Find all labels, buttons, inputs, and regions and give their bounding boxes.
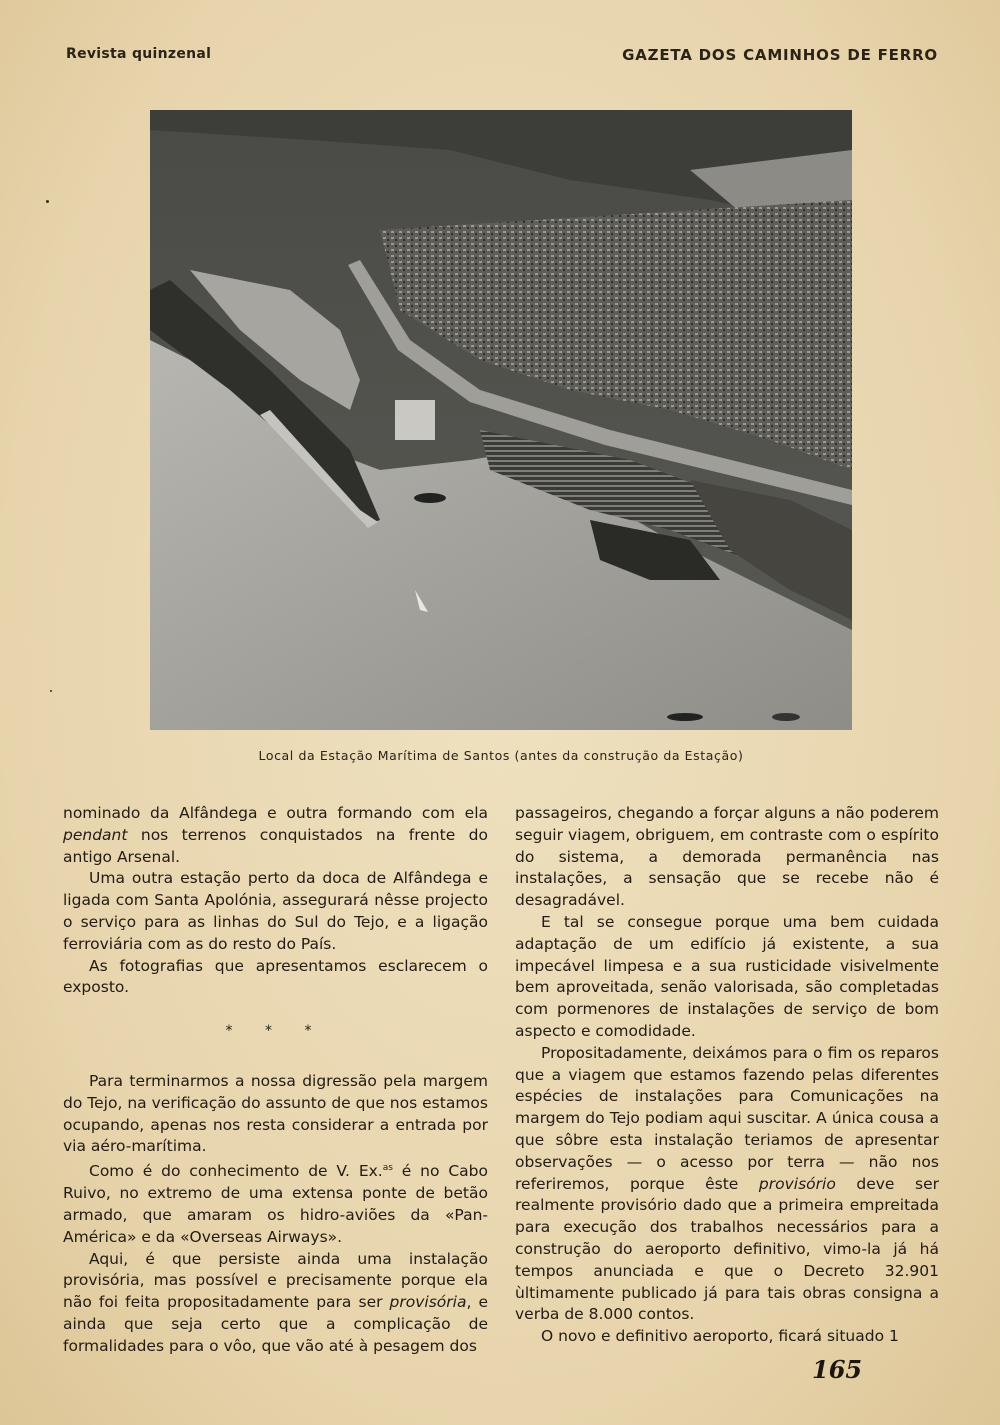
aerial-photograph	[150, 110, 852, 730]
italic-run: provisória	[389, 1293, 467, 1312]
photo-caption: Local da Estação Marítima de Santos (antes da construção da Estação)	[258, 748, 744, 763]
header-right: GAZETA DOS CAMINHOS DE FERRO	[622, 46, 938, 64]
text-run: , e ainda que seja certo que a complicação de formalidades para o vôo, que vão até à pesagem dos	[63, 1293, 488, 1355]
italic-run: pendant	[63, 825, 128, 844]
paragraph	[63, 1249, 488, 1358]
left-column	[63, 803, 488, 1357]
text-run: Aqui, é que persiste ainda uma instalação provisória, mas possível e precisamente porque ela não foi feita propositadamente para ser	[63, 1249, 488, 1312]
paragraph: O novo e definitivo aeroporto, ficará situado 1	[541, 1327, 899, 1346]
paragraph: Para terminarmos a nossa digressão pela margem do Tejo, na verificação do assunto de que nos estamos ocupando, apenas nos resta considerar a entrada por via aéro-marítima.	[63, 1071, 488, 1156]
right-column	[515, 803, 939, 1348]
text-run: Como é do conhecimento de V. Ex.	[89, 1162, 383, 1181]
superscript: as	[382, 1163, 393, 1174]
paper-speck	[50, 690, 52, 692]
paragraph: As fotografias que apresentamos esclarecem o exposto.	[63, 956, 488, 997]
paragraph	[515, 1043, 939, 1326]
text-run: nominado da Alfândega e outra formando com ela	[63, 804, 488, 822]
page-number: 165	[812, 1355, 863, 1384]
text-run: Propositadamente, deixámos para o fim os reparos que a viagem que estamos fazendo pelas diferentes espécies de instalações para Comunicações na margem do Tejo podiam aqui suscitar. A única cousa a que sôbre esta instalação teriamos de apresentar observações — o acesso por terra — não nos referiremos, porque êste	[515, 1043, 939, 1193]
paragraph	[63, 1158, 488, 1248]
text-run: deve ser realmente provisório dado que a primeira empreitada para execução dos trabalhos necessários para a construção do aeroporto definitivo, vimo-la já há tempos anunciada e que o Decreto 32.901 ùltimamente publicado já para tais obras consigna a verba de 8.000 contos.	[515, 1174, 939, 1324]
paragraph	[63, 803, 488, 868]
paragraph: E tal se consegue porque uma bem cuidada adaptação de um edifício já existente, a sua impecável limpesa e a sua rusticidade visivelmente bem aproveitada, senão valorisada, são completadas com pormenores de instalações de serviço de bom aspecto e comodidade.	[515, 912, 939, 1040]
italic-run: provisório	[758, 1174, 836, 1193]
section-separator: * * *	[225, 1023, 326, 1040]
header-left: Revista quinzenal	[66, 46, 212, 62]
paragraph: Uma outra estação perto da doca de Alfândega e ligada com Santa Apolónia, assegurará nêsse projecto o serviço para as linhas do Sul do Tejo, e a ligação ferroviária com as do resto do País.	[63, 869, 488, 953]
paragraph: passageiros, chegando a forçar alguns a não poderem seguir viagem, obriguem, em contraste com o espírito do sistema, a demorada permanência nas instalações, a sensação que se recebe não é desagradável.	[515, 804, 939, 910]
text-run: é no Cabo Ruivo, no extremo de uma extensa ponte de betão armado, que amaram os hidro-aviões da «Pan-América» e da «Overseas Airways».	[63, 1162, 488, 1246]
paper-speck	[46, 200, 49, 203]
text-run: nos terrenos conquistados na frente do antigo Arsenal.	[63, 825, 488, 866]
